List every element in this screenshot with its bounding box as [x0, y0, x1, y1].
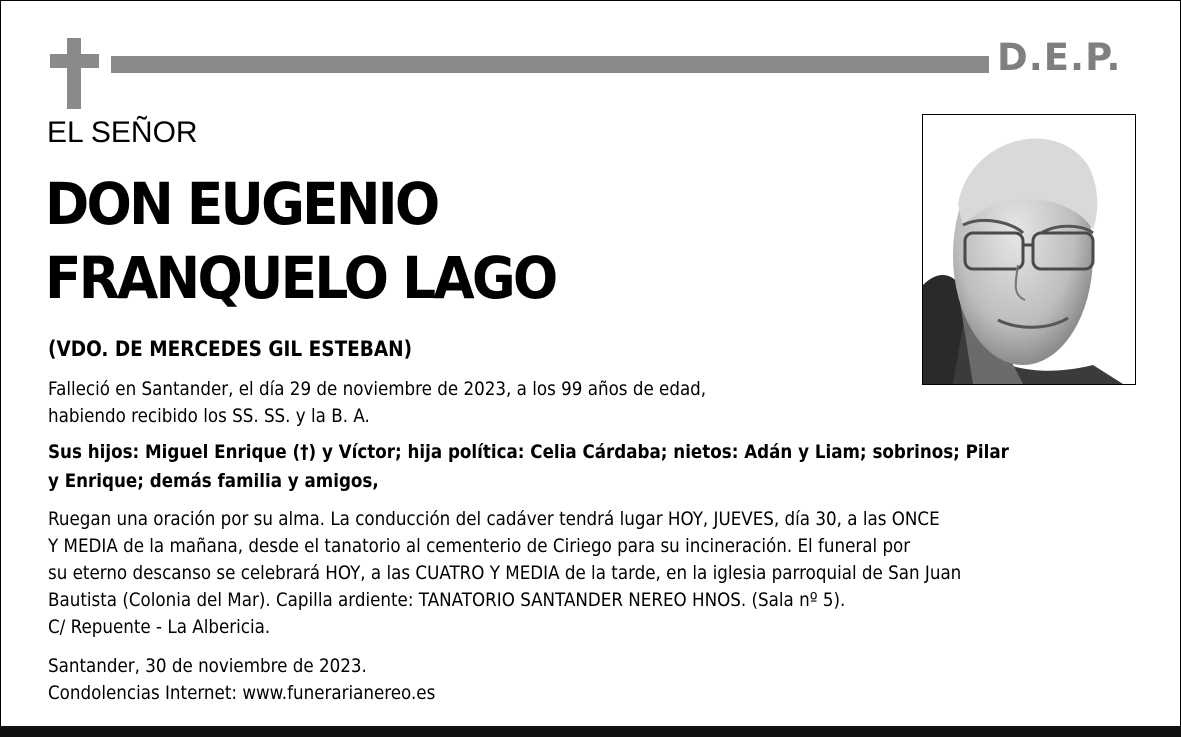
name-line-1: DON EUGENIO: [45, 170, 438, 238]
condolences: Condolencias Internet: www.funerarianereo.es: [48, 682, 436, 704]
death-line: habiendo recibido los SS. SS. y la B. A.: [48, 405, 370, 427]
service-line: C/ Repuente - La Albericia.: [48, 616, 271, 638]
cross-icon: [67, 38, 81, 109]
service-line: Y MEDIA de la mañana, desde el tanatorio al cementerio de Ciriego para su incineración. El funeral por: [48, 535, 911, 557]
family-line: Sus hijos: Miguel Enrique (†) y Víctor; hija política: Celia Cárdaba; nietos: Adán y Liam; sobrinos; Pilar: [48, 441, 1009, 463]
dep-label: D.E.P.: [997, 36, 1122, 79]
widower-note: (VDO. DE MERCEDES GIL ESTEBAN): [48, 337, 413, 361]
portrait-photo: [922, 114, 1136, 385]
service-line: Bautista (Colonia del Mar). Capilla ardiente: TANATORIO SANTANDER NEREO HNOS. (Sala nº 5).: [48, 589, 846, 611]
portrait-image: [923, 115, 1135, 384]
death-line: Falleció en Santander, el día 29 de noviembre de 2023, a los 99 años de edad,: [48, 378, 707, 400]
family-line: y Enrique; demás familia y amigos,: [48, 470, 379, 492]
service-line: su eterno descanso se celebrará HOY, a las CUATRO Y MEDIA de la tarde, en la iglesia parroquial de San Juan: [48, 562, 962, 584]
deceased-name: [45, 167, 555, 315]
honorific: EL SEÑOR: [47, 116, 198, 149]
cross-icon-bar: [50, 54, 99, 68]
name-line-2: FRANQUELO LAGO: [45, 244, 556, 312]
bottom-border: [0, 726, 1181, 737]
place-date: Santander, 30 de noviembre de 2023.: [48, 655, 367, 677]
header-rule: [111, 56, 989, 73]
service-line: Ruegan una oración por su alma. La conducción del cadáver tendrá lugar HOY, JUEVES, día 30, a las ONCE: [48, 508, 940, 530]
